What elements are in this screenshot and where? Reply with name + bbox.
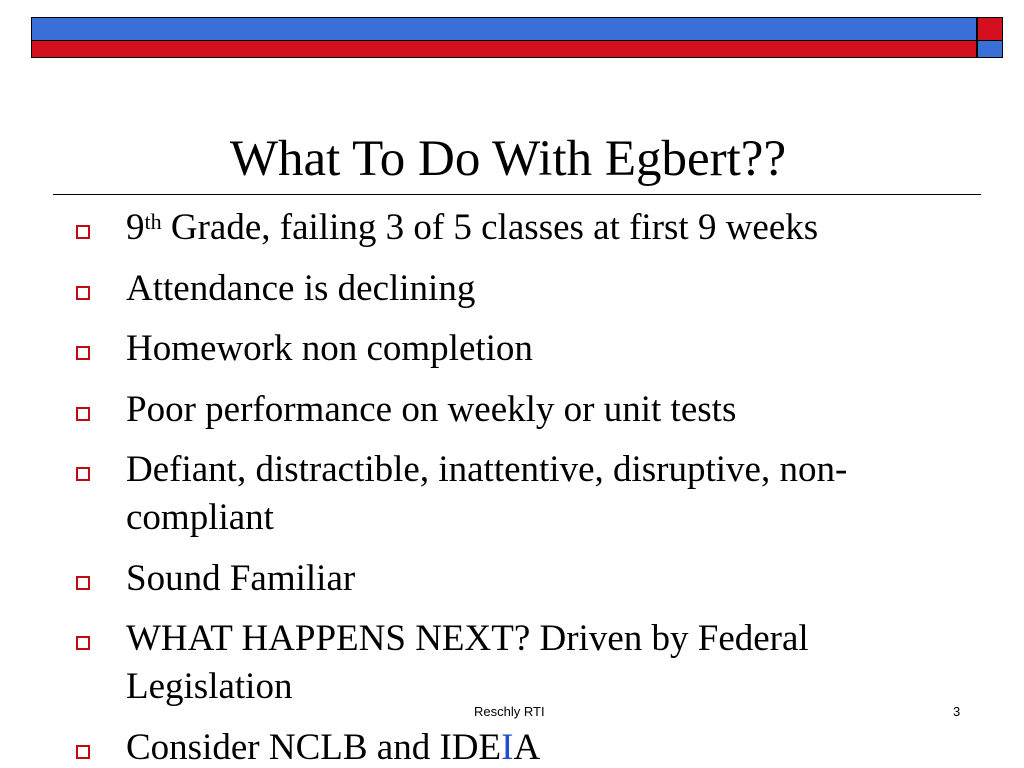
bullet-item	[0, 446, 1024, 542]
hollow-square-icon	[76, 745, 90, 759]
bullet-text-after: A	[513, 726, 541, 768]
page-number: 3	[953, 704, 961, 719]
bullet-text: Sound Familiar	[126, 557, 356, 599]
bullet-text-before: Consider NCLB and IDE	[126, 726, 502, 768]
bullet-text: WHAT HAPPENS NEXT? Driven by Federal Legislation	[126, 618, 809, 707]
bullet-item	[0, 555, 1024, 603]
bullet-prefix: 9	[126, 207, 145, 248]
bullet-text: Homework non completion	[126, 328, 533, 369]
hollow-square-icon	[76, 576, 90, 590]
hollow-square-icon	[76, 467, 90, 481]
bullet-item	[0, 724, 1024, 768]
slide-title: What To Do With Egbert??	[229, 131, 787, 187]
hollow-square-icon	[76, 225, 90, 239]
bullet-item	[0, 325, 1024, 373]
hollow-square-icon	[76, 286, 90, 300]
header-bar-blue	[31, 17, 977, 41]
hollow-square-icon	[76, 636, 90, 650]
hollow-square-icon	[76, 346, 90, 360]
bullet-superscript: th	[144, 209, 162, 234]
footer-label: Reschly RTI	[474, 704, 545, 719]
bullet-item	[0, 204, 1024, 252]
bullet-text: Attendance is declining	[126, 267, 476, 309]
hollow-square-icon	[76, 407, 90, 421]
bullet-text: Defiant, distractible, inattentive, disruptive, non-compliant	[126, 449, 848, 538]
bullet-item	[0, 386, 1024, 434]
bullet-item	[0, 615, 1024, 711]
title-underline	[53, 194, 981, 195]
bullet-list	[0, 204, 1024, 768]
bullet-highlight-letter: I	[501, 726, 514, 768]
bullet-text: Grade, failing 3 of 5 classes at first 9 weeks	[161, 207, 819, 248]
bullet-item	[0, 265, 1024, 313]
header-bar-red	[31, 41, 977, 58]
header-corner-blue	[977, 41, 1003, 58]
bullet-text: Poor performance on weekly or unit tests	[126, 388, 737, 430]
header-corner-red	[977, 17, 1003, 41]
